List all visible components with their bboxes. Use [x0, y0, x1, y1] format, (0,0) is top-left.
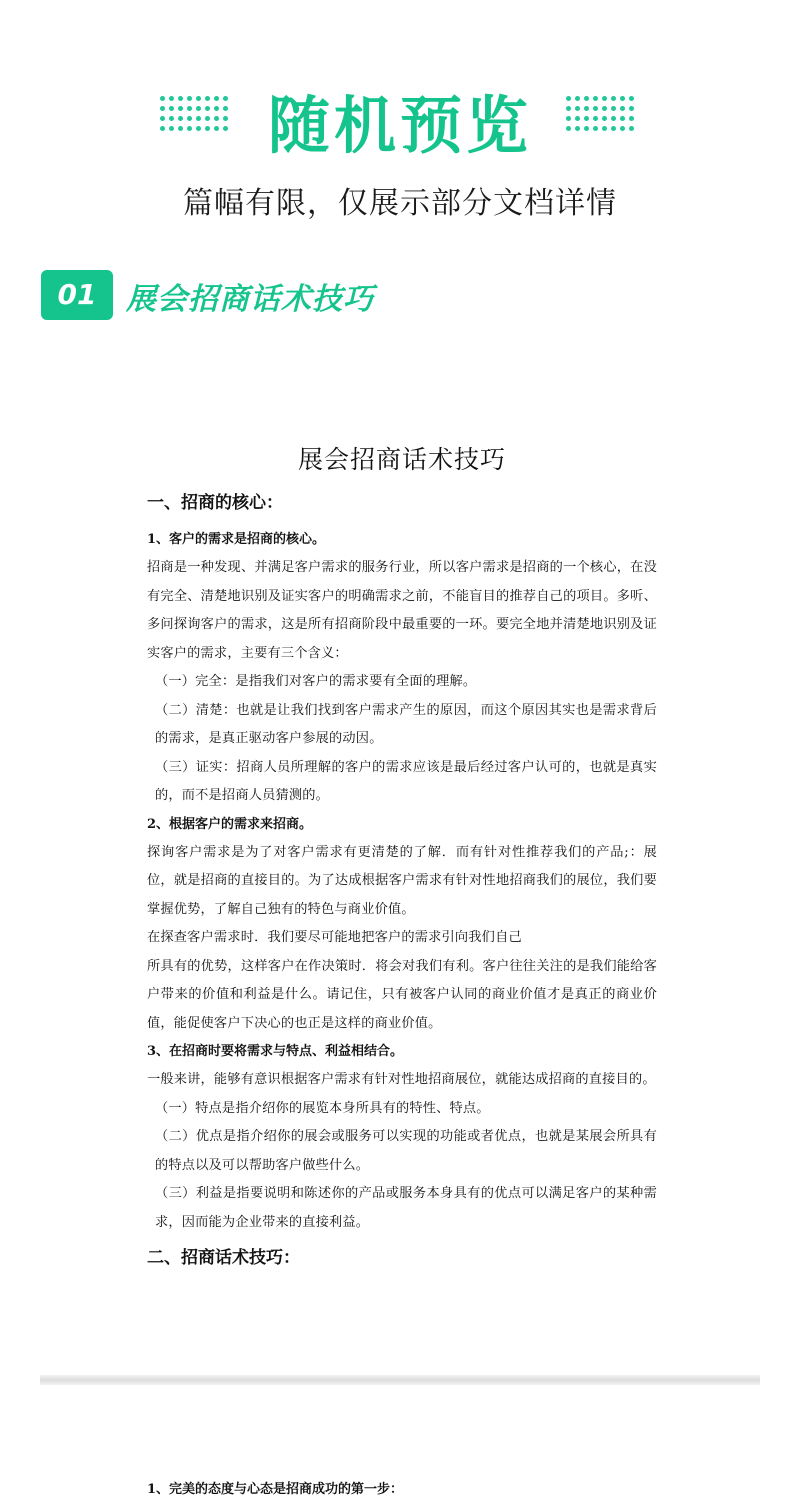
paragraph-9: （一）特点是指介绍你的展览本身所具有的特性、特点。 [155, 1100, 490, 1116]
document-content [147, 440, 657, 1281]
paragraph-1: 招商是一种发现、并满足客户需求的服务行业，所以客户需求是招商的一个核心，在没有完全、清楚地识别及证实客户的明确需求之前，不能盲目的推荐自己的项目。多听、多问探询客户的需求，这是所有招商阶段中最重要的一环。要完全地并清楚地识别及证实客户的需求，主要有三个含义： [147, 560, 657, 661]
paragraph-10: （二）优点是指介绍你的展会或服务可以实现的功能或者优点，也就是某展会所具有的特点以及可以帮助客户做些什么。 [155, 1129, 657, 1173]
paragraph-3: （二）清楚：也就是让我们找到客户需求产生的原因，而这个原因其实也是需求背后的需求，是真正驱动客户参展的动因。 [155, 702, 657, 746]
heading-core: 一、招商的核心： [147, 493, 283, 513]
page-separator [40, 1375, 760, 1385]
next-page-heading: 1、完美的态度与心态是招商成功的第一步： [147, 1482, 404, 1497]
paragraph-2: （一）完全：是指我们对客户的需求要有全面的理解。 [155, 674, 477, 689]
document-title: 展会招商话术技巧 [297, 445, 506, 474]
paragraph-11: （三）利益是指要说明和陈述你的产品或服务本身具有的优点可以满足客户的某种需求，因而能为企业带来的直接利益。 [155, 1186, 657, 1230]
paragraph-5: 探询客户需求是为了对客户需求有更清楚的了解．而有针对性推荐我们的产品;：展位，就是招商的直接目的。为了达成根据客户需求有针对性地招商我们的展位，我们要掌握优势，了解自己独有的特色与商业价值。 [147, 844, 657, 917]
paragraph-7: 所具有的优势，这样客户在作决策时．将会对我们有利。客户往往关注的是我们能给客户带来的价值和利益是什么。请记住，只有被客户认同的商业价值才是真正的商业价值，能促使客户下决心的也正是这样的商业价值。 [147, 958, 657, 1031]
heading-techniques: 二、招商话术技巧： [147, 1248, 300, 1268]
subheading-1: 1、客户的需求是招商的核心。 [147, 532, 326, 547]
paragraph-4: （三）证实：招商人员所理解的客户的需求应该是最后经过客户认可的，也就是真实的，而不是招商人员猜测的。 [155, 759, 657, 803]
subheading-3: 3、在招商时要将需求与特点、利益相结合。 [147, 1044, 404, 1059]
section-title: 展会招商话术技巧 [126, 282, 374, 317]
subheading-2: 2、根据客户的需求来招商。 [147, 816, 313, 832]
preview-title: 随机预览 [267, 89, 532, 162]
subtitle-wrapper [0, 178, 800, 222]
section-number-badge: 01 [41, 270, 113, 320]
preview-subtitle: 篇幅有限，仅展示部分文档详情 [179, 178, 621, 222]
decorative-dots-right [566, 96, 638, 136]
paragraph-8: 一般来讲，能够有意识根据客户需求有针对性地招商展位，就能达成招商的直接目的。 [147, 1072, 656, 1087]
preview-header [0, 0, 800, 340]
paragraph-6: 在探查客户需求时．我们要尽可能地把客户的需求引向我们自己 [147, 930, 522, 945]
